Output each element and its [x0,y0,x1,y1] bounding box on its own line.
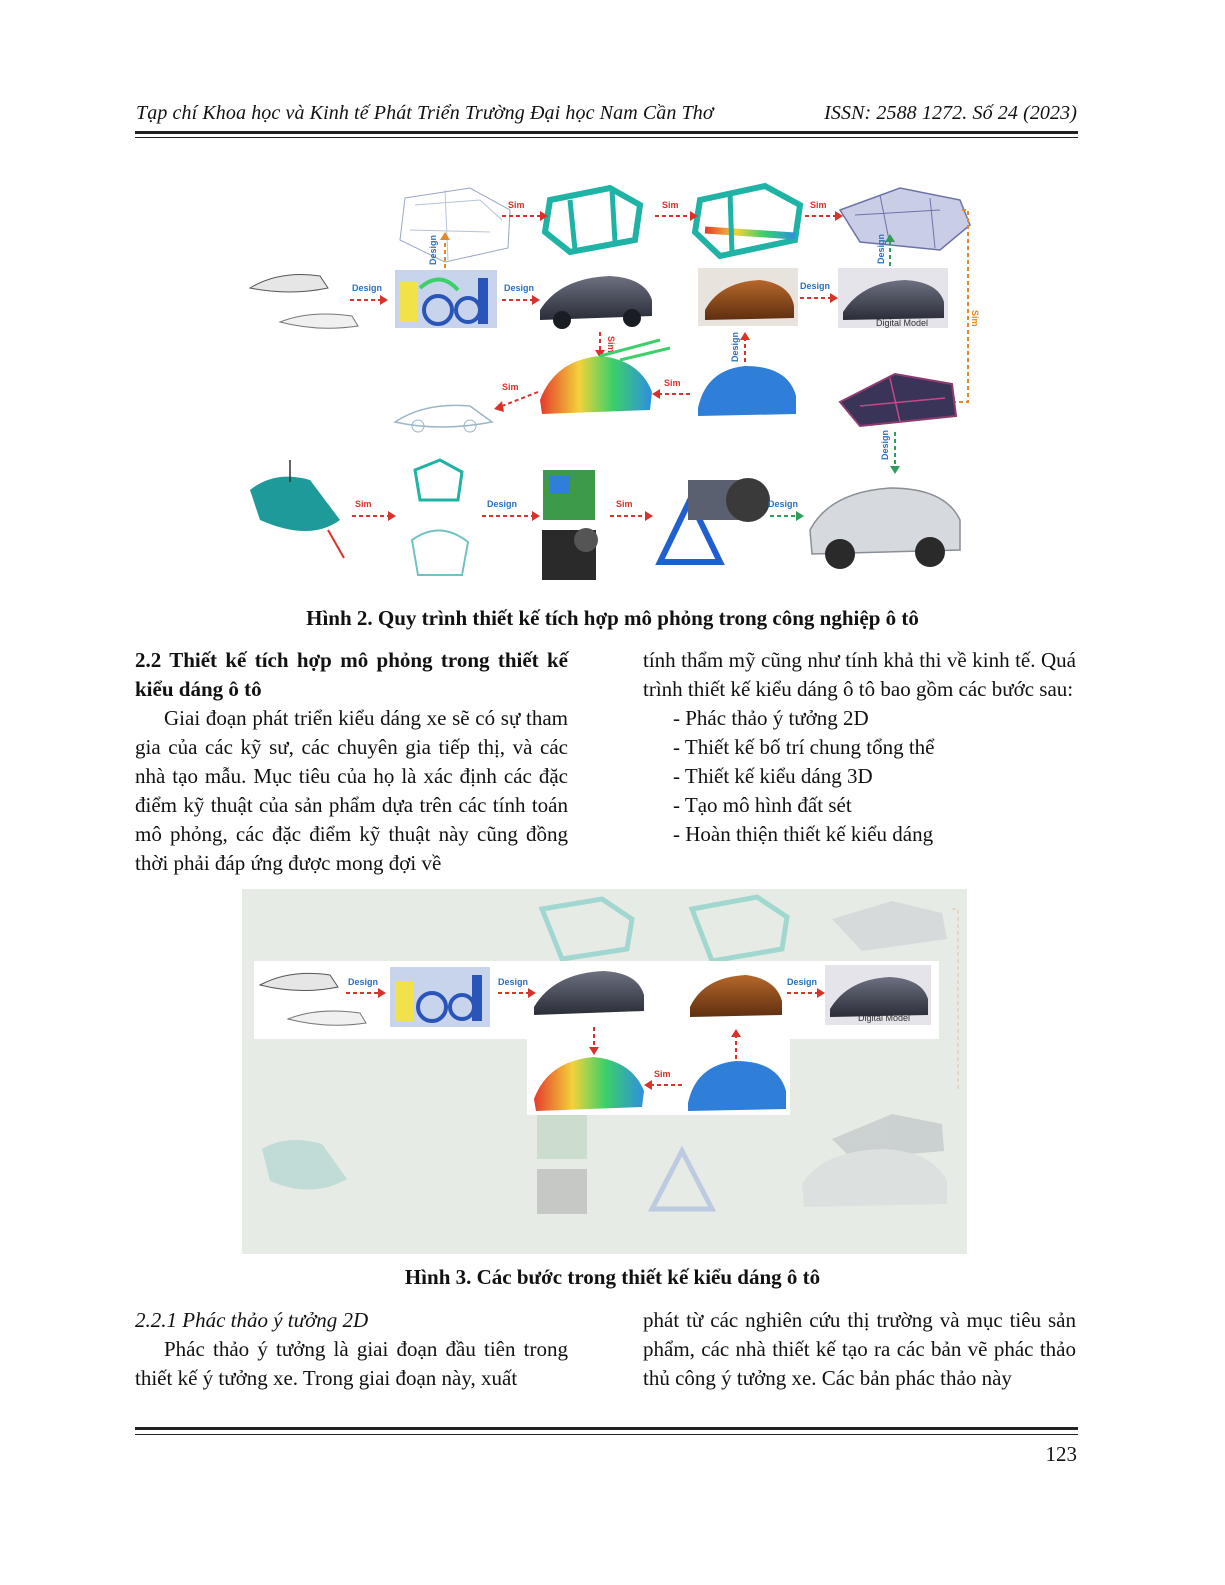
final-car-photo [810,488,960,569]
arrow-design-5 [768,499,804,521]
right-column [643,646,1076,849]
clay-model [698,268,798,326]
cad-car-model [540,276,652,329]
svg-text:Sim: Sim [664,378,681,388]
svg-text:Sim: Sim [970,310,980,327]
svg-text:Sim: Sim [616,499,633,509]
svg-text:Design: Design [498,977,529,987]
wireframe-sketch [400,188,510,262]
svg-text:Design: Design [768,499,799,509]
svg-text:Sim: Sim [355,499,372,509]
list-item: - Thiết kế kiểu dáng 3D [673,764,873,788]
arrow-sim-6 [610,499,653,521]
arrow-sim-3 [805,200,843,221]
svg-text:Design: Design [352,283,383,293]
arrow-sim-4 [652,378,690,399]
svg-text:Sim: Sim [662,200,679,210]
arrow-design-3 [800,281,838,303]
svg-text:Design: Design [787,977,818,987]
svg-text:Design: Design [800,281,831,291]
arrow-sim-5 [352,499,396,521]
svg-text:Design: Design [348,977,379,987]
wireframe-car-outline [395,405,492,432]
seat-structure-models [412,460,468,575]
svg-text:Sim: Sim [810,200,827,210]
engine-models [542,470,598,580]
digital-model [838,268,948,328]
issn-issue: ISSN: 2588 1272. Số 24 (2023) [824,102,1077,124]
section-paragraph-1-continued: tính thẩm mỹ cũng như tính khả thi về kinh tế. Quá trình thiết kế kiểu dáng ô tô bao gồm các bước sau: [643,648,1076,701]
design-steps-list [643,704,1076,849]
body-in-white-bottom [840,374,956,426]
arrow-sim-2 [655,200,698,221]
figure-2-diagram [240,170,985,600]
svg-text:Design: Design [428,234,438,265]
figure-2-svg [240,170,985,600]
subsection-heading: 2.2.1 Phác thảo ý tưởng 2D [135,1308,369,1332]
car-sketches [250,275,358,329]
footer-rule [135,1427,1078,1430]
arrow-design-up [428,232,450,268]
arrow-design-up-right [876,234,895,266]
svg-text:Design: Design [487,499,518,509]
arrow-design-4 [482,499,540,521]
arrow-design-down-right [880,430,900,474]
arrow-design-up-mid [730,332,750,362]
svg-text:Digital Model: Digital Model [876,318,929,328]
package-layout-model [395,270,497,328]
header-rule [135,131,1078,134]
powertrain-test-rig [660,478,770,562]
svg-text:Design: Design [730,331,740,362]
digital-model [825,965,931,1025]
svg-text:Digital Model: Digital Model [858,1013,911,1023]
svg-text:Sim: Sim [508,200,525,210]
arrow-sim-left [494,382,538,412]
cfd-heatmap-car [540,340,670,414]
figure-3-svg [242,889,967,1254]
subsection-paragraph-left: Phác thảo ý tưởng là giai đoạn đầu tiên trong thiết kế ý tưởng xe. Trong giai đoạn này, xuất [135,1337,568,1390]
svg-text:Design: Design [880,429,890,460]
body-in-white-top [840,188,970,250]
blue-body-model [698,366,796,416]
journal-title: Tạp chí Khoa học và Kinh tế Phát Triển Trường Đại học Nam Cần Thơ [136,102,714,124]
package-layout-model [390,967,490,1027]
list-item: - Tạo mô hình đất sét [673,793,852,817]
teal-frame-1 [545,188,640,252]
figure-2-caption: Hình 2. Quy trình thiết kế tích hợp mô phỏng trong công nghiệp ô tô [306,606,919,630]
figure-3-diagram [242,889,967,1254]
svg-text:Design: Design [876,233,886,264]
arrow-sim-1 [502,200,548,221]
subsection-paragraph-right: phát từ các nghiên cứu thị trường và mục tiêu sản phẩm, các nhà thiết kế tạo ra các bản vẽ phác thảo thủ công ý tưởng xe. Các bản phác thảo này [643,1308,1076,1390]
section-heading: 2.2 Thiết kế tích hợp mô phỏng trong thiết kế kiểu dáng ô tô [135,648,568,701]
svg-text:Design: Design [504,283,535,293]
svg-text:Sim: Sim [654,1069,671,1079]
svg-text:Sim: Sim [606,336,616,353]
cfd-teal-car [250,460,344,558]
section-paragraph-1: Giai đoạn phát triển kiểu dáng xe sẽ có sự tham gia của các kỹ sư, các chuyên gia tiếp thị, và các nhà tạo mẫu. Mục tiêu của họ là xác định các đặc điểm kỹ thuật của sản phẩm dựa trên các tính toán mô phỏng, các đặc điểm kỹ thuật này cũng đồng thời phải đáp ứng được mong đợi về [135,706,568,875]
figure-3-caption: Hình 3. Các bước trong thiết kế kiểu dáng ô tô [404,1265,821,1289]
footer-rule-thin [135,1434,1078,1435]
left-column [135,646,568,878]
arrow-design-2 [502,283,540,305]
header-rule-thin [135,137,1078,138]
list-item: - Thiết kế bố trí chung tổng thể [673,735,935,759]
arrow-design-1 [350,283,388,305]
page-number: 123 [1045,1442,1077,1466]
list-item: - Phác thảo ý tưởng 2D [673,706,869,730]
subsection-left-column [135,1306,568,1393]
subsection-right-column [643,1306,1076,1393]
svg-text:Sim: Sim [502,382,519,392]
list-item: - Hoàn thiện thiết kế kiểu dáng [673,822,934,846]
teal-frame-2-heatmap [695,186,800,256]
